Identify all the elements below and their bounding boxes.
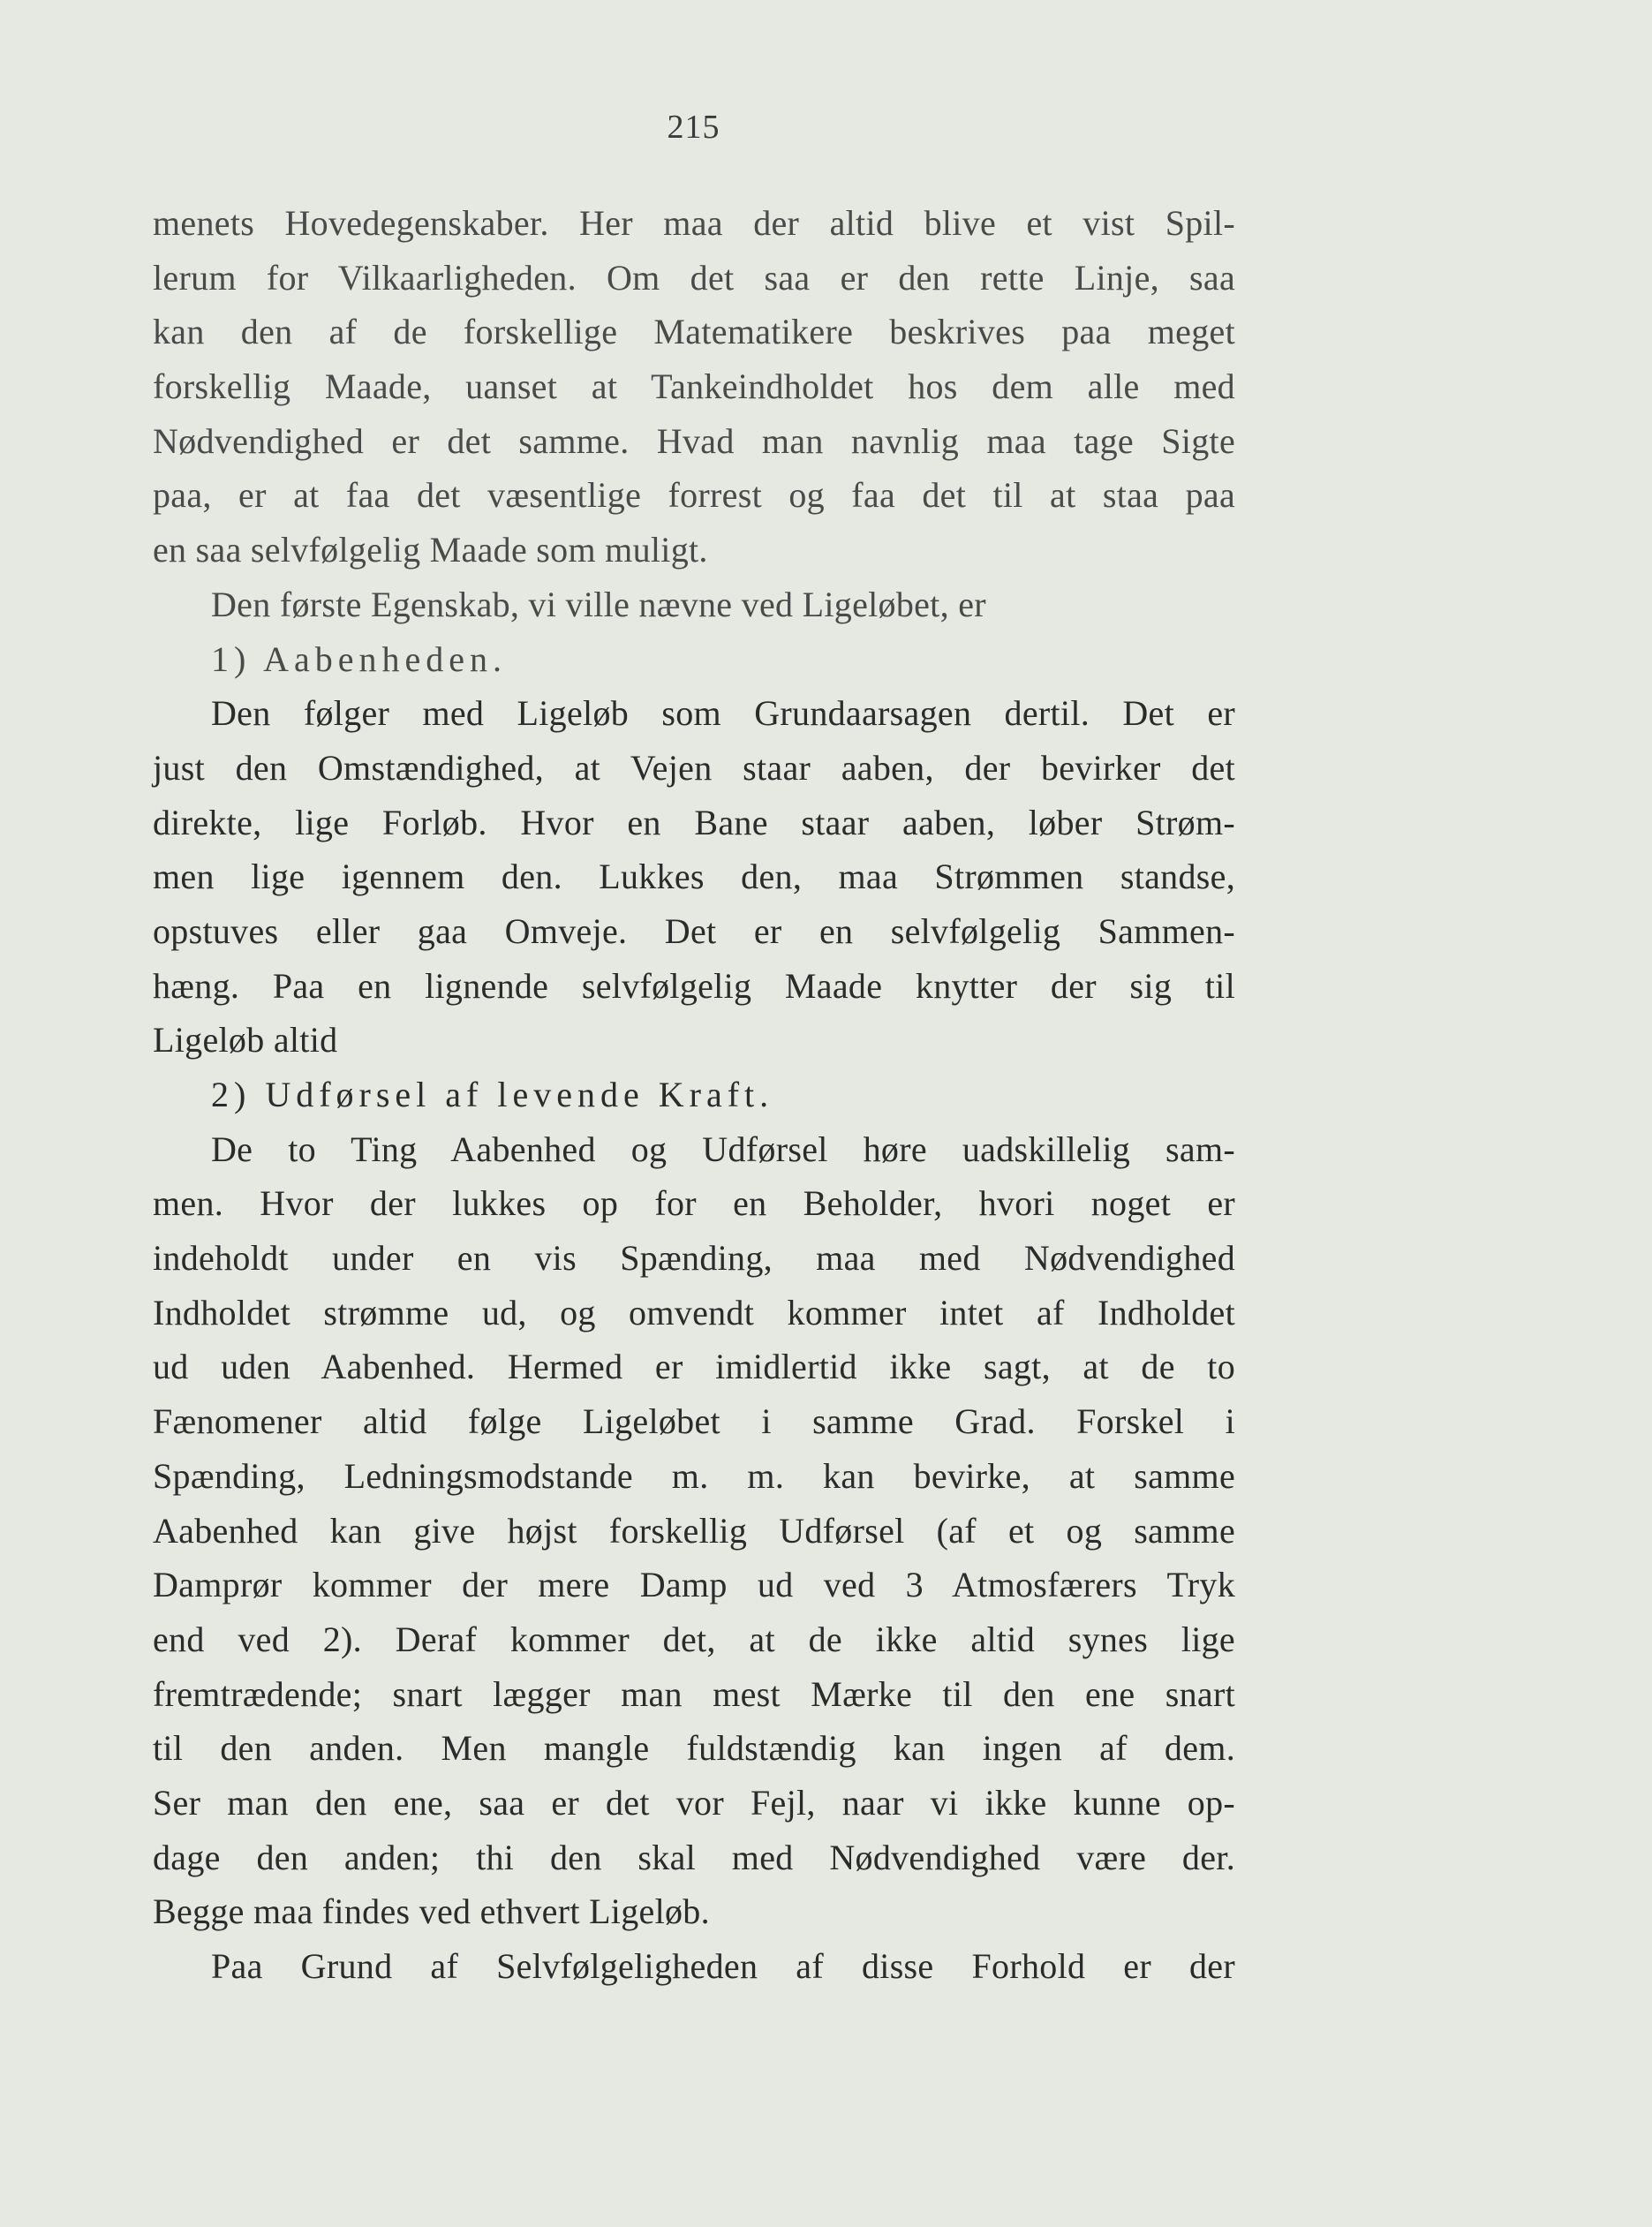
text-line: paa, er at faa det væsentlige forrest og faa det til at staa paa <box>153 475 1235 516</box>
text-line: De to Ting Aabenhed og Udførsel høre uadskillelig sam- <box>211 1129 1235 1169</box>
page-number: 215 <box>667 109 720 146</box>
text-line: til den anden. Men mangle fuldstændig kan ingen af dem. <box>153 1728 1235 1769</box>
text-line: Damprør kommer der mere Damp ud ved 3 Atmosfærers Tryk <box>153 1565 1235 1605</box>
text-line: Spænding, Ledningsmodstande m. m. kan bevirke, at samme <box>153 1455 1235 1496</box>
text-line: men. Hvor der lukkes op for en Beholder, hvori noget er <box>153 1183 1235 1224</box>
body-text <box>153 196 1235 1994</box>
text-line: Paa Grund af Selvfølgeligheden af disse Forhold er der <box>211 1946 1235 1986</box>
text-line: men lige igennem den. Lukkes den, maa Strømmen standse, <box>153 857 1235 897</box>
text-line: forskellig Maade, uanset at Tankeindholdet hos dem alle med <box>153 366 1235 407</box>
text-line: 2) Udførsel af levende Kraft. <box>211 1075 774 1114</box>
text-line: Indholdet strømme ud, og omvendt kommer intet af Indholdet <box>153 1292 1235 1332</box>
text-line: fremtrædende; snart lægger man mest Mærke til den ene snart <box>153 1673 1235 1714</box>
text-line: Nødvendighed er det samme. Hvad man navnlig maa tage Sigte <box>153 420 1235 461</box>
text-line: Den følger med Ligeløb som Grundaarsagen dertil. Det er <box>211 693 1235 734</box>
text-line: Begge maa findes ved ethvert Ligeløb. <box>153 1891 710 1932</box>
text-line: en saa selvfølgelig Maade som muligt. <box>153 530 708 570</box>
text-line: Ligeløb altid <box>153 1020 338 1061</box>
text-line: 1) Aabenheden. <box>211 638 508 679</box>
text-line: dage den anden; thi den skal med Nødvendighed være der. <box>153 1837 1235 1877</box>
text-line: opstuves eller gaa Omveje. Det er en selvfølgelig Sammen- <box>153 910 1235 951</box>
text-line: hæng. Paa en lignende selvfølgelig Maade knytter der sig til <box>153 965 1235 1006</box>
text-line: end ved 2). Deraf kommer det, at de ikke altid synes lige <box>153 1619 1235 1659</box>
text-line: direkte, lige Forløb. Hvor en Bane staar aaben, løber Strøm- <box>153 802 1235 842</box>
text-line: indeholdt under en vis Spænding, maa med Nødvendighed <box>153 1238 1235 1279</box>
text-line: menets Hovedegenskaber. Her maa der altid blive et vist Spil- <box>153 203 1235 243</box>
text-line: Den første Egenskab, vi ville nævne ved Ligeløbet, er <box>211 584 986 624</box>
text-line: Aabenhed kan give højst forskellig Udførsel (af et og samme <box>153 1510 1235 1551</box>
text-line: kan den af de forskellige Matematikere beskrives paa meget <box>153 312 1235 352</box>
text-line: lerum for Vilkaarligheden. Om det saa er den rette Linje, saa <box>153 257 1235 298</box>
text-line: just den Omstændighed, at Vejen staar aaben, der bevirker det <box>153 747 1235 788</box>
text-line: Ser man den ene, saa er det vor Fejl, naar vi ikke kunne op- <box>153 1782 1235 1823</box>
text-line: ud uden Aabenhed. Hermed er imidlertid ikke sagt, at de to <box>153 1347 1235 1387</box>
text-line: Fænomener altid følge Ligeløbet i samme Grad. Forskel i <box>153 1401 1235 1442</box>
